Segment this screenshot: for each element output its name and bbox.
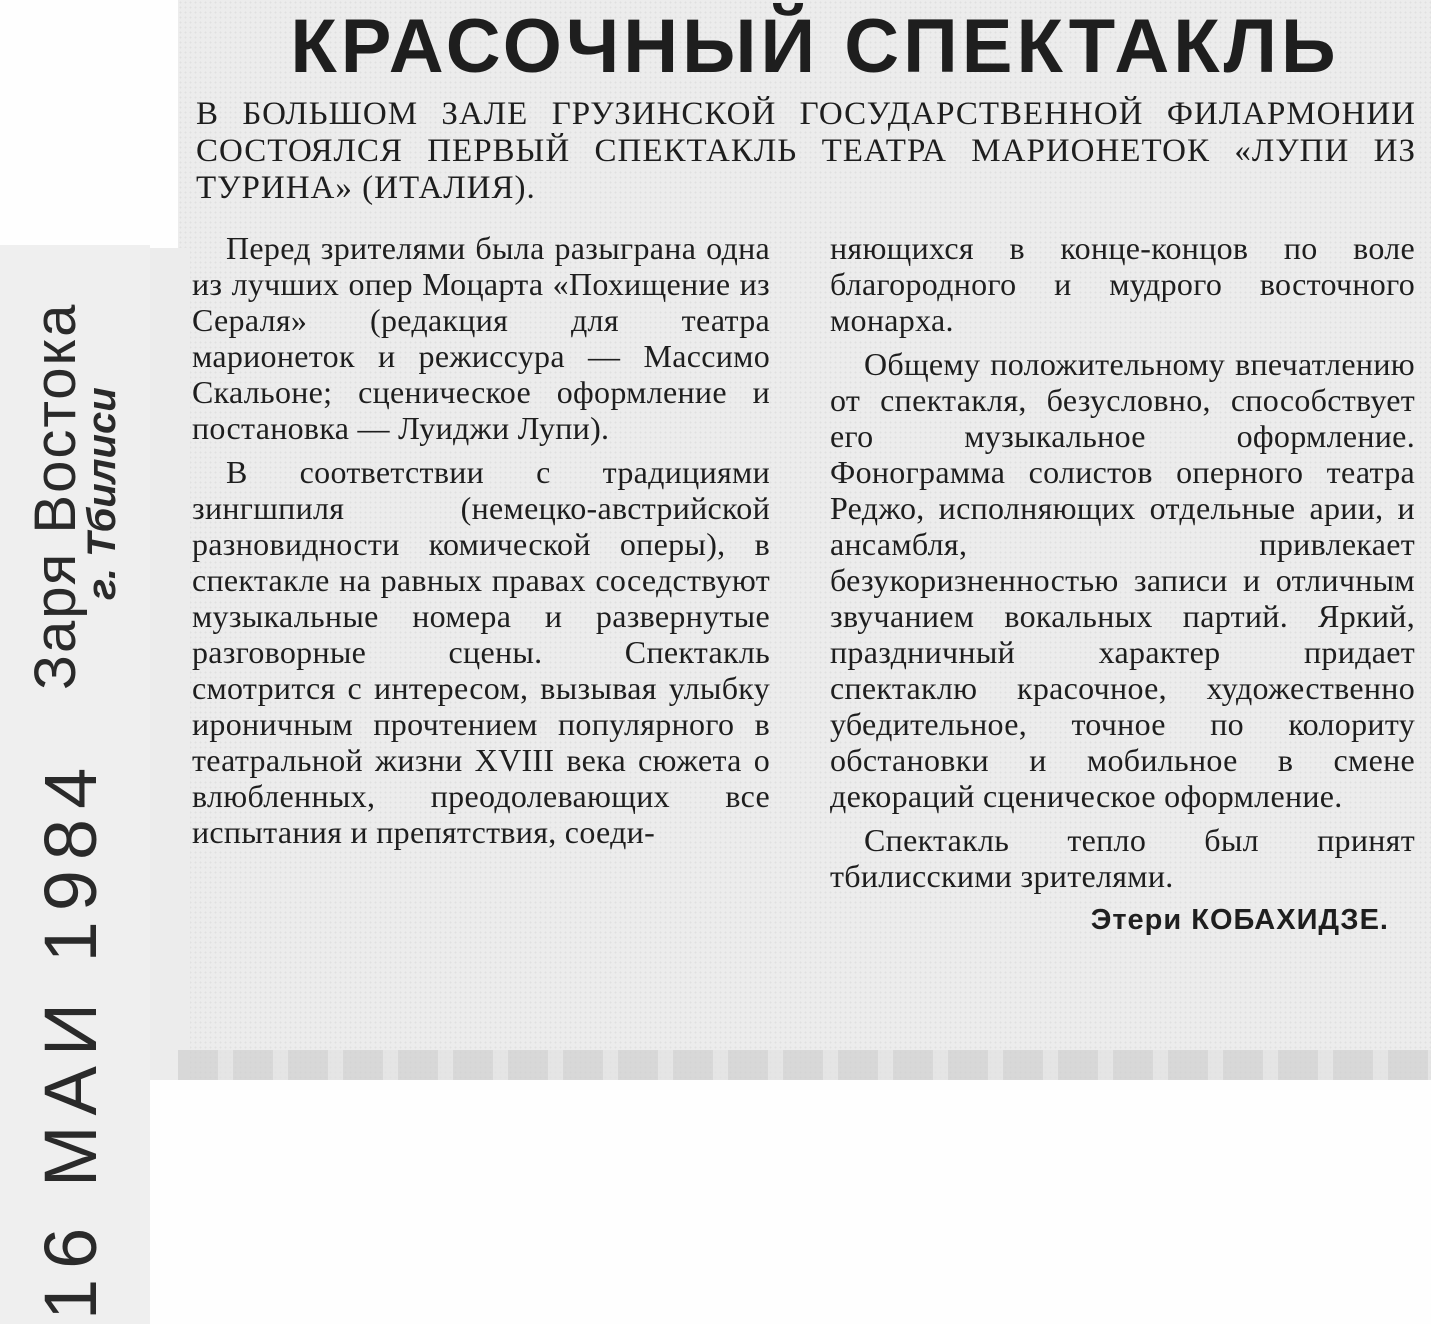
article-byline: Этери КОБАХИДЗЕ.: [1090, 904, 1389, 936]
clipping-edge: [150, 248, 190, 1080]
article-headline: КРАСОЧНЫЙ СПЕКТАКЛЬ: [290, 4, 1340, 89]
stamp-date: 16 МАИ 1984: [29, 757, 112, 1320]
paragraph-continuation: няющихся в конце-концов по воле благородного и мудрого восточного монарха.: [830, 230, 1415, 338]
paragraph: Общему положительному впечатлению от спектакля, безусловно, способствует его музыкальное оформление. Фонограмма солистов оперного театра Реджо, исполняющих отдельные арии, и ансамбля, привлекает безукоризненностью записи и отличным звучанием вокальных партий. Яркий, праздничный характер придает спектаклю красочное, художественно убедительное, точное по колориту обстановки и мобильное в смене декораций сценическое оформление.: [830, 346, 1415, 814]
paragraph: В соответствии с традициями зингшпиля (немецко-австрийской разновидности комической оперы), в спектакле на равных правах соседствуют музыкальные номера и развернутые разговорные сцены. Спектакль смотрится с интересом, вызывая улыбку ироничным прочтением популярного в театральной жизни XVIII века сюжета о влюбленных, преодолевающих все испытания и препятствия, соеди-: [192, 454, 770, 850]
paragraph: Перед зрителями была разыграна одна из лучших опер Моцарта «Похищение из Сераля» (редакция для театра марионеток и режиссура — Массимо Скальоне; сценическое оформление и постановка — Луиджи Лупи).: [192, 230, 770, 446]
article-lead: В БОЛЬШОМ ЗАЛЕ ГРУЗИНСКОЙ ГОСУДАРСТВЕННОЙ ФИЛАРМОНИИ СОСТОЯЛСЯ ПЕРВЫЙ СПЕКТАКЛЬ ТЕАТРА МАРИОНЕТОК «ЛУПИ ИЗ ТУРИНА» (ИТАЛИЯ).: [196, 96, 1416, 206]
article-column-right: [830, 230, 1415, 938]
torn-bottom-edge: [178, 1050, 1431, 1080]
stamp-newspaper-name: Заря Востока: [23, 302, 88, 690]
paragraph: Спектакль тепло был принят тбилисскими зрителями.: [830, 822, 1415, 894]
article-column-left: [192, 230, 770, 858]
stamp-city: г. Тбилиси: [80, 387, 124, 600]
